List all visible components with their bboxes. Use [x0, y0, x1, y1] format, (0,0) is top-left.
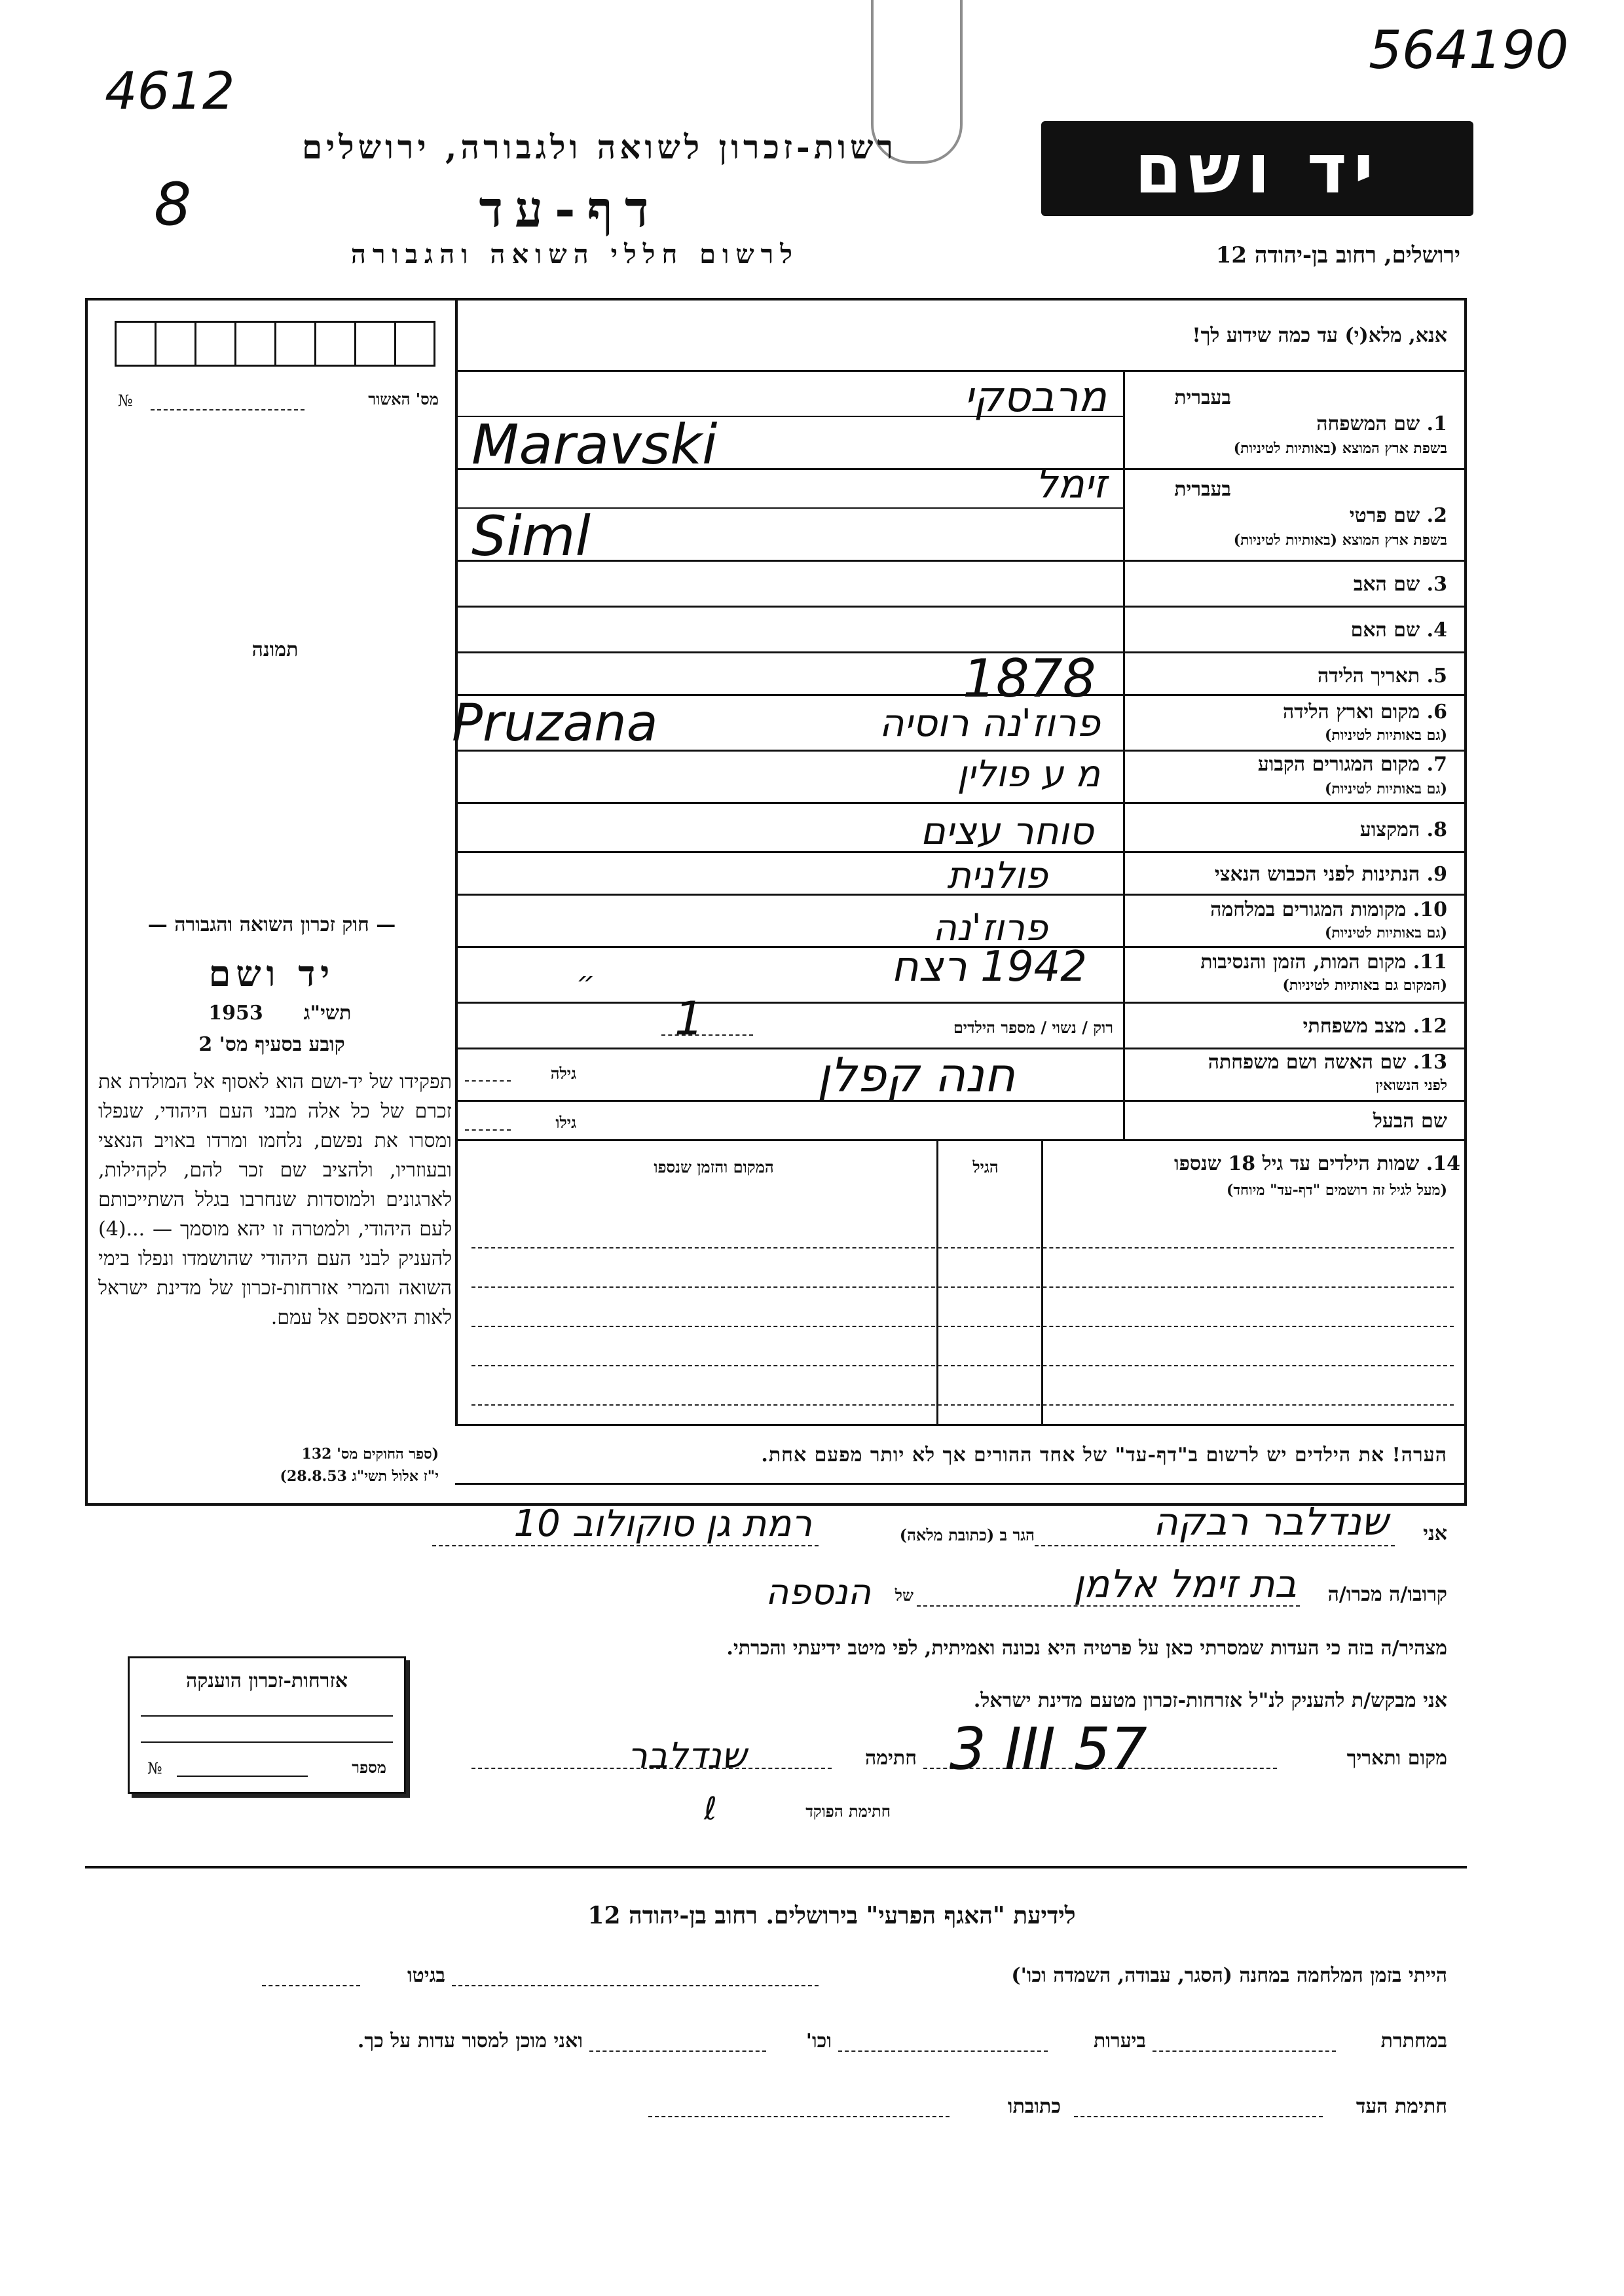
field-7-label-text: מקום המגורים הקבוע [1257, 753, 1420, 776]
footer-ready-label: ואני מוכן למסור עדות על כך. [357, 2030, 583, 2052]
citizenship-line-1 [141, 1715, 393, 1717]
footer-title: לידיעת "האגף הפרעי" בירושלים. רחוב בן-יהודה 12 [587, 1902, 1076, 1929]
field-10-label [1133, 898, 1447, 921]
institution-name: רשות-זכרון לשואה ולגבורה, ירושלים [301, 128, 897, 166]
field-6-num: 6. [1426, 701, 1447, 723]
reg-no-suffix: № [118, 392, 133, 410]
decl-signature-line [471, 1768, 832, 1769]
tick-boxes [115, 321, 435, 367]
field-2-tag: בעברית [1174, 478, 1231, 501]
field-5-num: 5. [1426, 665, 1447, 687]
children-row-line-5 [471, 1404, 1454, 1406]
decl-family: הנספה [766, 1571, 871, 1613]
field-1-label-text: שם המשפחה [1316, 412, 1420, 435]
remark-bottom-line [455, 1483, 1467, 1485]
field-5-value: 1878 [963, 648, 1096, 709]
citizenship-number-line [177, 1776, 308, 1777]
row-top-line [455, 370, 1467, 372]
field-6-label-text: מקום וארץ הלידה [1282, 701, 1420, 723]
law-ref-date: י"ז אלול תשי"ג 28.8.53) [280, 1468, 439, 1485]
row-8-line [455, 851, 1467, 853]
decl-date: 3 III 57 [950, 1715, 1147, 1783]
field-10-sub: (גם באותיות לטיניות) [1324, 924, 1447, 941]
field-8-value: סוחר עצים [920, 809, 1094, 853]
footer-camp-label: הייתי בזמן המלחמה במחנה (הסגר, עבודה, השמדה וכו') [1011, 1964, 1447, 1987]
field-1-sub: בשפת ארץ המוצא (באותיות לטיניות) [1233, 440, 1447, 457]
footer-witness-sig-line [1074, 2116, 1323, 2117]
citizenship-line-2 [141, 1741, 393, 1743]
logo-text: יד ושם [1134, 128, 1380, 209]
field-7-value: מ ע פולין [957, 753, 1100, 795]
decl-name-line [1035, 1545, 1395, 1546]
row-7-line [455, 802, 1467, 804]
children-note: (מעל לגיל זה רושמים "דף-עד" מיוחד) [1227, 1182, 1447, 1199]
field-9-num: 9. [1426, 863, 1447, 886]
field-13-sub: לפני הנשואין [1375, 1077, 1447, 1094]
footer-witness-sig-label: חתימת העד [1356, 2095, 1447, 2118]
field-12-num: 12. [1412, 1015, 1447, 1038]
husband-label: שם הבעל [1373, 1110, 1447, 1133]
field-12-label-text: מצב משפחתי [1302, 1015, 1407, 1038]
field-2-value-hebrew: זימל [1035, 462, 1107, 507]
footer-hiding-label: במחתרת [1380, 2030, 1447, 2052]
decl-declare-text: מצהיר/ה בזה כי העדות שמסרתי כאן על פרטיה היא נכונה ואמיתית, לפי מיטב ידיעתי והכרתי. [726, 1637, 1447, 1660]
field-13-age-label: גילה [550, 1064, 576, 1083]
field-2-sub: בשפת ארץ המוצא (באותיות לטיניות) [1233, 532, 1447, 549]
decl-of-label: של [895, 1586, 913, 1605]
law-name: יד ושם [208, 953, 335, 994]
field-4-num: 4. [1426, 619, 1447, 642]
left-column-divider [455, 298, 458, 1424]
field-9-value: פולנית [947, 854, 1048, 897]
decl-official-label: חתימת הפוקד [805, 1802, 891, 1821]
field-6-value: פרוז'נה רוסיה [879, 701, 1100, 745]
top-left-handwritten-mark: 8 [154, 170, 192, 239]
decl-i-label: אני [1423, 1522, 1447, 1545]
field-1-value-hebrew: מרבסקי [964, 373, 1107, 422]
field-2-value-latin: Siml [471, 504, 591, 568]
children-row-line-4 [471, 1365, 1454, 1366]
field-6-label [1133, 701, 1447, 723]
field-1-tag: בעברית [1174, 386, 1231, 409]
decl-official-mark: ℓ [704, 1791, 717, 1827]
field-6-sub: (גם באותיות לטיניות) [1324, 727, 1447, 744]
field-10-num: 10. [1412, 898, 1447, 921]
law-year-he: תשי"ג [303, 1002, 352, 1025]
field-12-status: רוק / נשוי / מספר הילדים [953, 1018, 1113, 1037]
field-10-value: פרוז'נה [932, 907, 1048, 949]
law-text: תפקידו של יד-ושם הוא לאסוף אל המולדת את זכרם של כל אלה מבני העם היהודי, שנפלו ומסרו את נפשם, נלחמו ומרדו באויב הנאצי ובעוזריו, ולהציב שם זכר להם, לקהילות, לארגונים ולמוסדות שנחרבו בגלל השתייכותם לעם היהודי, ולמטרה זו יהא מוסמך — ...(4) להעניק לבני העם היהודי שהושמדו ונפלו בימי השואה והמרי אזרחות-זכרון של מדינת ישראל לאות היאספם אל עמם. [98, 1070, 452, 1329]
field-7-sub: (גם באותיות לטיניות) [1324, 780, 1447, 797]
field-3-num: 3. [1426, 573, 1447, 596]
field-12-value: 1 [674, 992, 704, 1046]
law-year: 1953 [208, 1002, 263, 1025]
row-4-line [455, 651, 1467, 653]
footer-etc-line [589, 2050, 766, 2052]
footer-address-line [648, 2116, 950, 2117]
field-9-label [1133, 863, 1447, 886]
row-6-line [455, 750, 1467, 752]
top-left-number: 4612 [105, 62, 235, 121]
children-title-text: שמות הילדים עד גיל 18 שנספו [1173, 1152, 1420, 1175]
reg-no-label: מס' האשור [368, 390, 439, 409]
footer-etc-label: וכו' [805, 2030, 832, 2052]
law-ref: (ספר החוקים מס' 132 [301, 1446, 439, 1463]
husband-age-line [465, 1129, 511, 1131]
field-1-num: 1. [1426, 412, 1447, 435]
please-fill-note: אנא, מלא(י) עד כמה שידוע לך! [1192, 324, 1447, 347]
footer-ghetto-line [262, 1985, 360, 1986]
form-title: דף-עד [479, 180, 661, 238]
field-7-label [1133, 753, 1447, 776]
children-divider-1 [1041, 1139, 1043, 1424]
row-2-line [455, 560, 1467, 562]
row-3-line [455, 606, 1467, 608]
row-13-line [455, 1100, 1467, 1102]
field-4-label [1133, 619, 1447, 642]
field-13-num: 13. [1412, 1051, 1447, 1074]
decl-relative-label: קרובו/ה מכרו/ה [1327, 1583, 1447, 1606]
labels-divider [1123, 370, 1125, 1139]
row-11-line [455, 1002, 1467, 1004]
reg-no-line [151, 409, 304, 410]
form-subtitle: לרשום חללי השואה והגבורה [350, 239, 799, 270]
field-13-age-line [465, 1080, 511, 1082]
field-1-label [1133, 412, 1447, 435]
decl-name: שנדלבר רבקה [1153, 1499, 1388, 1544]
husband-age-label: גילו [555, 1113, 576, 1132]
children-row-line-1 [471, 1247, 1454, 1248]
row-husband-line [455, 1139, 1467, 1141]
footer-ghetto-label: בגיטו [407, 1964, 445, 1987]
photo-label: תמונה [251, 638, 299, 661]
children-row-line-2 [471, 1286, 1454, 1288]
footer-top-line [85, 1866, 1467, 1868]
field-12-label [1133, 1015, 1447, 1038]
children-divider-2 [936, 1139, 938, 1424]
children-col-place: המקום והזמן שנספו [654, 1157, 774, 1176]
top-right-number: 564190 [1369, 20, 1569, 81]
footer-forests-label: ביערות [1093, 2030, 1146, 2052]
field-11-num: 11. [1412, 951, 1447, 974]
children-title [1041, 1152, 1460, 1175]
header-address: ירושלים, רחוב בן-יהודה 12 [1215, 242, 1460, 268]
children-col-age: הגיל [972, 1157, 999, 1176]
children-bottom-line [455, 1424, 1467, 1426]
citizenship-title: אזרחות-זכרון הוענקה [185, 1669, 348, 1692]
footer-hiding-line [1153, 2050, 1336, 2052]
decl-signature-label: חתימה [865, 1747, 917, 1770]
field-2-num: 2. [1426, 504, 1447, 527]
field-5-label [1133, 665, 1447, 687]
decl-place-date-label: מקום ותאריך [1346, 1747, 1447, 1770]
field-13-label-text: שם האשה ושם משפחתה [1208, 1051, 1407, 1074]
law-section: קובע בסעיף מס' 2 [198, 1033, 345, 1056]
yad-vashem-logo [1041, 121, 1473, 216]
citizenship-number-suffix: № [147, 1759, 162, 1777]
decl-signature: שנדלבר [627, 1735, 747, 1776]
field-3-label [1133, 573, 1447, 596]
decl-relation: בת זימל אלמן [1073, 1561, 1297, 1606]
field-11-label [1133, 951, 1447, 974]
field-11-value: 1942 רצח [891, 943, 1087, 991]
footer-camp-line [452, 1985, 819, 1986]
decl-relation-line [917, 1605, 1300, 1607]
decl-address: רמת גן סוקולוב 10 [513, 1503, 812, 1545]
field-11-ditto: ״ [576, 966, 595, 999]
row-9-line [455, 894, 1467, 896]
field-7-num: 7. [1426, 753, 1447, 776]
field-1-value-latin: Maravski [471, 412, 718, 477]
field-8-label [1133, 818, 1447, 841]
field-6-value-latin: Pruzana [452, 694, 658, 753]
decl-resides-label: הגר ב (כתובת מלאה) [899, 1525, 1035, 1544]
field-2-label [1133, 504, 1447, 527]
field-11-label-text: מקום המות, הזמן והנסיבות [1200, 951, 1407, 974]
field-2-label-text: שם פרטי [1349, 504, 1420, 527]
footer-forests-line [838, 2050, 1048, 2052]
law-title: — חוק זכרון השואה והגבורה — [147, 913, 396, 936]
remark-text: הערה! את הילדים יש לרשום ב"דף-עד" של אחד ההורים אך לא יותר מפעם אחת. [761, 1444, 1447, 1467]
footer-address-label: כתובתו [1007, 2095, 1061, 2118]
field-3-label-text: שם האב [1353, 573, 1420, 596]
decl-address-line [432, 1545, 819, 1546]
decl-request-text: אני מבקש/ת להעניק לנ"ל אזרחות-זכרון מטעם מדינת ישראל. [973, 1689, 1447, 1712]
children-row-line-3 [471, 1326, 1454, 1327]
citizenship-number-label: מספר [352, 1758, 386, 1777]
children-num: 14. [1426, 1152, 1460, 1175]
field-9-label-text: הנתינות לפני הכבוש הנאצי [1214, 863, 1420, 886]
field-13-label [1133, 1051, 1447, 1074]
field-13-value: חנה קפלן [817, 1048, 1015, 1102]
field-5-label-text: תאריך הלידה [1318, 665, 1420, 687]
field-4-label-text: שם האם [1350, 619, 1420, 642]
field-8-num: 8. [1426, 818, 1447, 841]
field-10-label-text: מקומות המגורים במלחמה [1210, 898, 1407, 921]
field-11-sub: (המקום גם באותיות לטיניות) [1282, 977, 1447, 994]
field-8-label-text: המקצוע [1359, 818, 1420, 841]
